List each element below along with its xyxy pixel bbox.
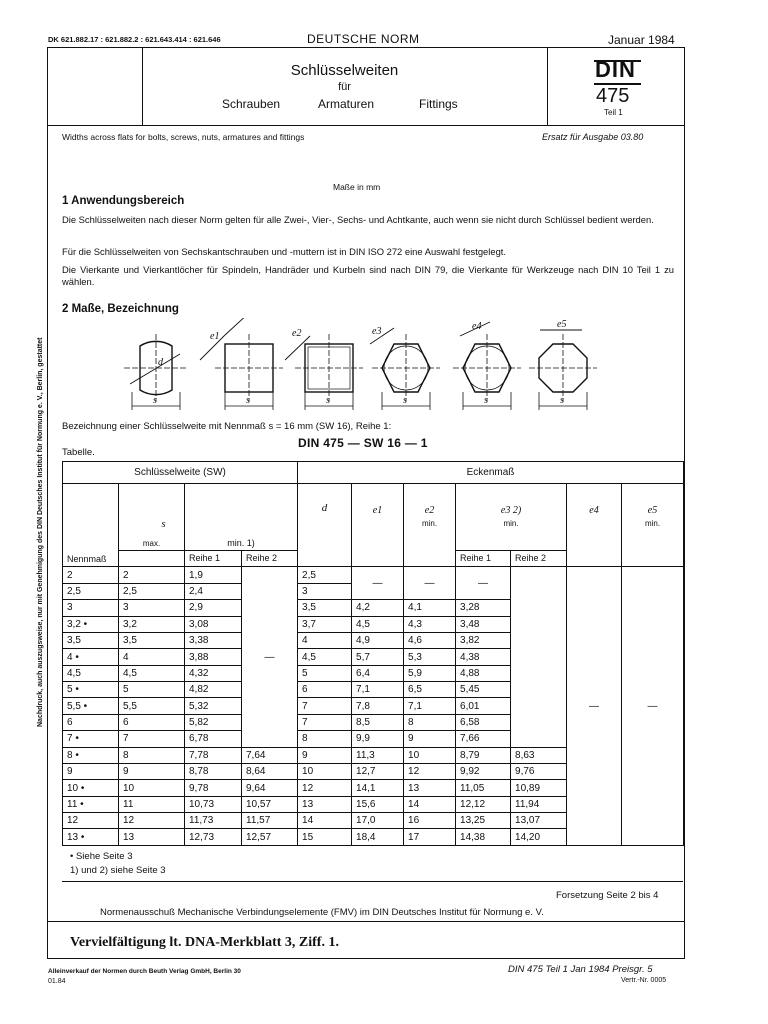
table-cell: 8	[119, 747, 185, 763]
footer-date: 01.84	[48, 978, 66, 985]
committee-line: Normenausschuß Mechanische Verbindungselemente (FMV) im DIN Deutsches Institut für Normung e. V.	[100, 907, 544, 918]
table-cell: 3	[298, 583, 352, 599]
designation-code: DIN 475 — SW 16 — 1	[298, 436, 428, 450]
table-cell: 7,78	[185, 747, 242, 763]
table-cell: 2,9	[185, 600, 242, 616]
table-cell: 4,6	[404, 632, 456, 648]
table-cell: 6,4	[352, 665, 404, 681]
label-d: d	[158, 357, 163, 368]
table-cell: 3,5	[119, 632, 185, 648]
table-cell: 4,9	[352, 632, 404, 648]
table-cell: 12,57	[242, 829, 298, 846]
label-s-1: s	[153, 395, 157, 406]
table-cell: 16	[404, 813, 456, 829]
table-cell: 4,88	[456, 665, 511, 681]
table-cell: 11,73	[185, 813, 242, 829]
title-word-schrauben: Schrauben	[222, 97, 281, 111]
header-max: max.	[142, 539, 161, 549]
table-cell: 4,5	[63, 665, 119, 681]
cell-dash: —	[622, 567, 684, 846]
table-cell: 7,8	[352, 698, 404, 714]
cell-dash: —	[242, 567, 298, 747]
table-cell: 10,57	[242, 796, 298, 812]
table-cell: 4,38	[456, 649, 511, 665]
section-1-paragraph-2: Für die Schlüsselweiten von Sechskantschrauben und -muttern ist in DIN ISO 272 eine Auswahl festgelegt.	[62, 246, 506, 257]
table-cell: 9	[404, 731, 456, 747]
table-cell: 4,1	[404, 600, 456, 616]
label-e5: e5	[557, 319, 567, 330]
table-cell: 8,79	[456, 747, 511, 763]
table-cell: 15,6	[352, 796, 404, 812]
header-reihe1: Reihe 1	[185, 551, 242, 567]
widths-table	[62, 461, 684, 846]
table-cell: 13,07	[511, 813, 567, 829]
table-cell: 5,82	[185, 714, 242, 730]
table-cell: 5,32	[185, 698, 242, 714]
table-cell: 10,89	[511, 780, 567, 796]
issue-date: Januar 1984	[608, 33, 675, 47]
table-cell: 6,5	[404, 682, 456, 698]
table-cell: 11	[119, 796, 185, 812]
table-cell: 4,82	[185, 682, 242, 698]
table-cell: 9,64	[242, 780, 298, 796]
table-cell: 3	[63, 600, 119, 616]
section-1-heading: 1 Anwendungsbereich	[62, 195, 185, 207]
table-cell: 7,1	[352, 682, 404, 698]
label-e3: e3	[372, 326, 382, 337]
table-cell: 9	[63, 763, 119, 779]
table-cell: 7,66	[456, 731, 511, 747]
table-cell: 18,4	[352, 829, 404, 846]
table-cell: 6	[63, 714, 119, 730]
table-cell: 10	[119, 780, 185, 796]
cell-dash: —	[404, 567, 456, 600]
table-cell: 5,7	[352, 649, 404, 665]
table-cell: 7	[298, 714, 352, 730]
table-cell: 4,2	[352, 600, 404, 616]
table-cell: 8,63	[511, 747, 567, 763]
english-title: Widths across flats for bolts, screws, nuts, armatures and fittings	[62, 132, 305, 142]
din-logo-overline	[594, 60, 641, 62]
table-cell: 9,78	[185, 780, 242, 796]
table-cell: 4,5	[352, 616, 404, 632]
header-max-cell	[119, 483, 185, 551]
table-cell: 8	[404, 714, 456, 730]
table-cell: 5 •	[63, 682, 119, 698]
table-cell: 3,28	[456, 600, 511, 616]
table-cell: 4,5	[119, 665, 185, 681]
table-cell: 3,08	[185, 616, 242, 632]
header-corner-dim: Eckenmaß	[298, 462, 684, 484]
table-cell: 4,32	[185, 665, 242, 681]
table-body	[63, 567, 684, 846]
table-cell: 4,3	[404, 616, 456, 632]
table-cell: 9	[298, 747, 352, 763]
cell-dash: —	[352, 567, 404, 600]
header-e2: e2	[424, 504, 435, 516]
table-cell: 14,20	[511, 829, 567, 846]
footnote-1: • Siehe Seite 3	[70, 851, 133, 862]
table-cell: 5,5 •	[63, 698, 119, 714]
dk-number: DK 621.882.17 : 621.882.2 : 621.643.414 : 621.646	[48, 35, 221, 44]
cell-dash: —	[567, 567, 622, 846]
table-cell: 3,48	[456, 616, 511, 632]
table-cell: 8 •	[63, 747, 119, 763]
table-cell: 5,5	[119, 698, 185, 714]
table-cell: 2,5	[119, 583, 185, 599]
header-e2-min: min.	[421, 518, 438, 528]
table-cell: 8,64	[242, 763, 298, 779]
header-e5: e5	[647, 504, 658, 516]
table-cell: 13,25	[456, 813, 511, 829]
title-fuer: für	[338, 81, 351, 93]
section-2-heading: 2 Maße, Bezeichnung	[62, 303, 179, 315]
table-cell: 14,1	[352, 780, 404, 796]
table-cell: 3,82	[456, 632, 511, 648]
din-logo-text: DIN	[595, 57, 636, 82]
table-cell: 3,38	[185, 632, 242, 648]
units-note: Maße in mm	[333, 182, 381, 192]
table-cell: 14	[404, 796, 456, 812]
square-hole-shape	[285, 334, 363, 410]
table-cell: 7	[298, 698, 352, 714]
label-e4: e4	[472, 321, 482, 332]
table-cell: 10	[404, 747, 456, 763]
header-min1: min. 1)	[185, 483, 298, 551]
continuation-note: Forsetzung Seite 2 bis 4	[556, 890, 659, 901]
table-cell: 2,5	[298, 567, 352, 583]
deutsche-norm-label: DEUTSCHE NORM	[307, 32, 420, 46]
footnote-2: 1) und 2) siehe Seite 3	[70, 865, 166, 876]
table-cell: 12,7	[352, 763, 404, 779]
shapes-figure	[120, 318, 640, 416]
header-e3-reihe2: Reihe 2	[511, 551, 567, 567]
table-cell: 4,5	[298, 649, 352, 665]
table-cell: 7,64	[242, 747, 298, 763]
table-cell: 9,9	[352, 731, 404, 747]
title-divider-right	[547, 47, 548, 125]
label-s-4: s	[403, 395, 407, 406]
table-cell: 9	[119, 763, 185, 779]
title-box-bottom	[47, 125, 685, 126]
table-cell: 8,78	[185, 763, 242, 779]
header-e3-cell	[456, 483, 567, 551]
table-cell: 7,1	[404, 698, 456, 714]
table-cell: 10 •	[63, 780, 119, 796]
table-cell: 8,5	[352, 714, 404, 730]
header-e2-cell	[404, 483, 456, 567]
din-number: 475	[596, 85, 630, 107]
table-cell: 2	[63, 567, 119, 583]
reproduction-stamp: Vervielfältigung lt. DNA-Merkblatt 3, Ziff. 1.	[70, 935, 339, 950]
header-e5-min: min.	[644, 518, 661, 528]
table-cell: 17	[404, 829, 456, 846]
header-nominal: Nennmaß	[63, 483, 119, 567]
table-cell: 7 •	[63, 731, 119, 747]
table-cell: 5,45	[456, 682, 511, 698]
table-cell: 3,5	[63, 632, 119, 648]
footer-din-ref: DIN 475 Teil 1 Jan 1984 Preisgr. 5	[508, 964, 653, 975]
table-cell: 9,76	[511, 763, 567, 779]
table-cell: 7	[119, 731, 185, 747]
table-cell: 12	[404, 763, 456, 779]
table-cell: 14	[298, 813, 352, 829]
label-s-6: s	[560, 395, 564, 406]
label-s-3: s	[326, 395, 330, 406]
header-e3-reihe1: Reihe 1	[456, 551, 511, 567]
table-cell: 5	[119, 682, 185, 698]
table-cell: 6,01	[456, 698, 511, 714]
table-cell: 2,4	[185, 583, 242, 599]
table-cell: 12	[63, 813, 119, 829]
header-e5-cell	[622, 483, 684, 567]
cell-dash: —	[456, 567, 511, 600]
header-key-width: Schlüsselweite (SW)	[63, 462, 298, 484]
table-cell: 12	[298, 780, 352, 796]
header-e1: e1	[352, 483, 404, 567]
table-cell: 13	[119, 829, 185, 846]
table-cell: 11,94	[511, 796, 567, 812]
table-cell: 3,5	[298, 600, 352, 616]
table-cell: 3,7	[298, 616, 352, 632]
footer-publisher: Alleinverkauf der Normen durch Beuth Verlag GmbH, Berlin 30	[48, 968, 241, 975]
table-cell: 4 •	[63, 649, 119, 665]
document-title: Schlüsselweiten	[290, 62, 399, 79]
table-cell: 5,9	[404, 665, 456, 681]
label-s-2: s	[246, 395, 250, 406]
label-e1: e1	[210, 331, 220, 342]
footer-vertr: Vertr.-Nr. 0005	[621, 977, 667, 984]
section-1-paragraph-1: Die Schlüsselweiten nach dieser Norm gelten für alle Zwei-, Vier-, Sechs- und Achtkante, auch wenn sie nicht durch Schlüssel bedient werden.	[62, 214, 654, 225]
table-cell: 6,58	[456, 714, 511, 730]
table-cell: 15	[298, 829, 352, 846]
cell-blank	[511, 567, 567, 747]
side-copyright-note: Nachdruck, auch auszugsweise, nur mit Genehmigung des DIN Deutsches Institut für Normung e. V., Berlin, gestattet	[37, 337, 44, 727]
table-cell: 12,73	[185, 829, 242, 846]
table-cell: 13	[404, 780, 456, 796]
table-cell: 10,73	[185, 796, 242, 812]
table-cell: 8	[298, 731, 352, 747]
header-e3: e3 2)	[500, 504, 522, 516]
designation-text: Bezeichnung einer Schlüsselweite mit Nennmaß s = 16 mm (SW 16), Reihe 1:	[62, 421, 392, 432]
table-cell: 3,2 •	[63, 616, 119, 632]
table-cell: 3,88	[185, 649, 242, 665]
table-cell: 11,3	[352, 747, 404, 763]
table-cell: 2,5	[63, 583, 119, 599]
header-max-blank	[119, 551, 185, 567]
table-cell: 5,3	[404, 649, 456, 665]
table-cell: 4	[119, 649, 185, 665]
section-1-paragraph-3: Die Vierkante und Vierkantlöcher für Spindeln, Handräder und Kurbeln sind nach DIN 79, die Vierkante für Werkzeuge nach DIN 10 Teil 1 zu wählen.	[62, 264, 674, 287]
table-label: Tabelle.	[62, 447, 95, 458]
table-cell: 14,38	[456, 829, 511, 846]
table-cell: 3,2	[119, 616, 185, 632]
replacement-note: Ersatz für Ausgabe 03.80	[542, 132, 644, 142]
table-cell: 17,0	[352, 813, 404, 829]
table-cell: 10	[298, 763, 352, 779]
header-e4: e4	[567, 483, 622, 567]
table-cell: 11,05	[456, 780, 511, 796]
table-cell: 11,57	[242, 813, 298, 829]
table-cell: 2	[119, 567, 185, 583]
table-cell: 1,9	[185, 567, 242, 583]
header-d: d	[298, 483, 352, 567]
title-word-fittings: Fittings	[419, 97, 458, 111]
table-cell: 13	[298, 796, 352, 812]
table-cell: 4	[298, 632, 352, 648]
title-word-armaturen: Armaturen	[318, 97, 375, 111]
label-s-5: s	[484, 395, 488, 406]
table-cell: 11 •	[63, 796, 119, 812]
table-cell: 12	[119, 813, 185, 829]
table-cell: 13 •	[63, 829, 119, 846]
table-cell: 3	[119, 600, 185, 616]
footnote-rule	[62, 881, 683, 882]
table-cell: 6,78	[185, 731, 242, 747]
table-cell: 6	[119, 714, 185, 730]
label-e2: e2	[292, 328, 302, 339]
table-cell: 12,12	[456, 796, 511, 812]
table-row	[63, 567, 684, 583]
table-cell: 6	[298, 682, 352, 698]
header-e3-min: min.	[503, 518, 519, 528]
table-cell: 5	[298, 665, 352, 681]
din-part: Teil 1	[604, 108, 623, 117]
header-s: s	[161, 518, 166, 531]
header-reihe2: Reihe 2	[242, 551, 298, 567]
table-cell: 9,92	[456, 763, 511, 779]
